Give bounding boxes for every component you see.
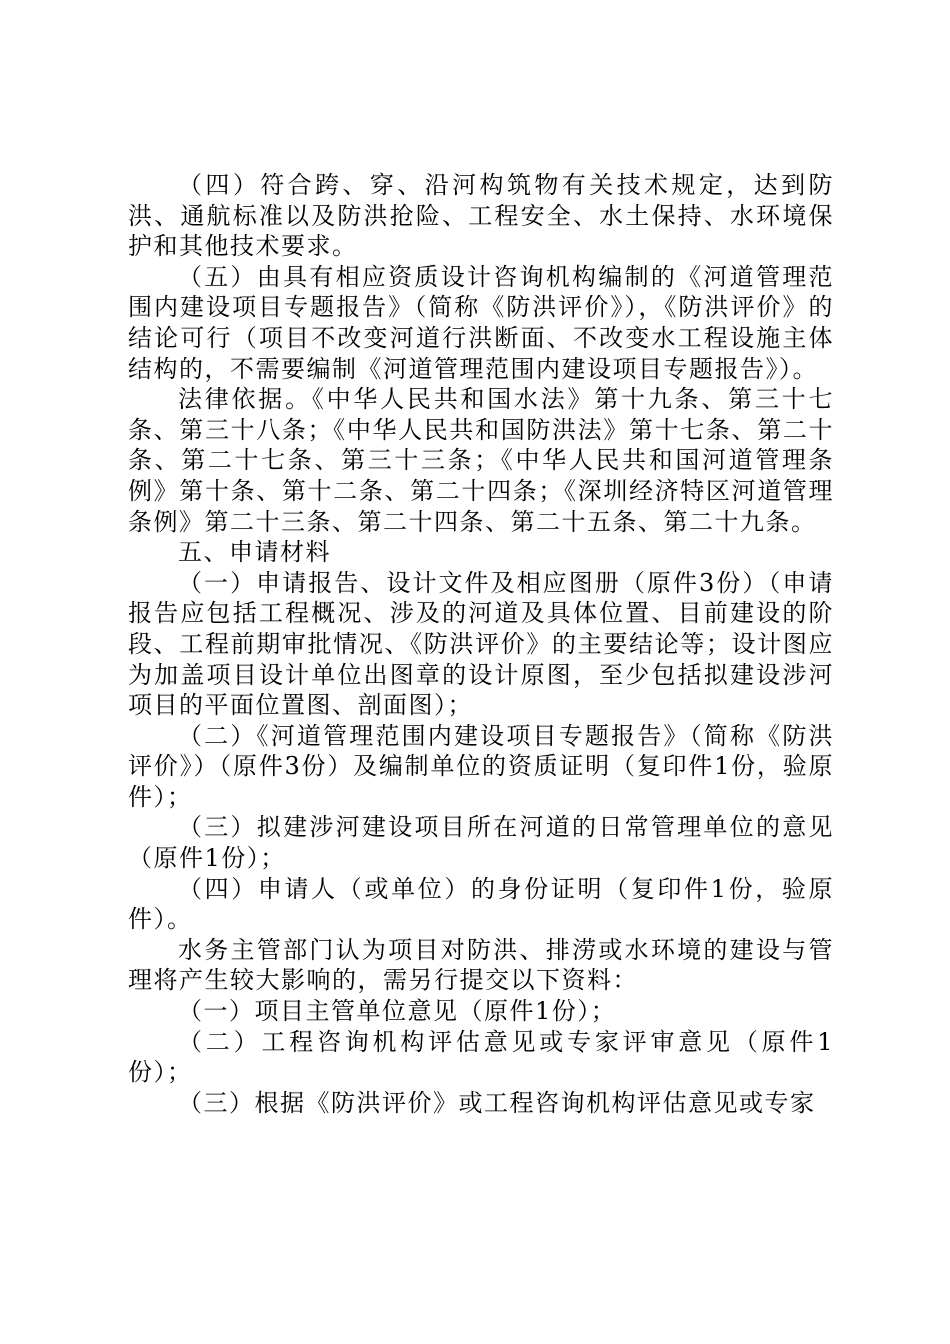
- paragraph-material-2: （二）《河道管理范围内建设项目专题报告》（简称《防洪评价》）（原件3份）及编制单位的资质证明（复印件1份，验原件）；: [128, 721, 834, 811]
- paragraph-legal-basis: 法律依据。《中华人民共和国水法》第十九条、第三十七条、第三十八条；《中华人民共和国防洪法》第十七条、第二十条、第二十七条、第三十三条；《中华人民共和国河道管理条例》第十条、第十二条、第二十四条；《深圳经济特区河道管理条例》第二十三条、第二十四条、第二十五条、第二十九条。: [128, 385, 834, 536]
- paragraph-item-4-compliance: （四）符合跨、穿、沿河构筑物有关技术规定，达到防洪、通航标准以及防洪抢险、工程安全、水土保持、水环境保护和其他技术要求。: [128, 171, 834, 261]
- paragraph-material-3: （三）拟建涉河建设项目所在河道的日常管理单位的意见（原件1份）；: [128, 813, 834, 873]
- paragraph-item-5-flood-report: （五）由具有相应资质设计咨询机构编制的《河道管理范围内建设项目专题报告》（简称《防洪评价》），《防洪评价》的结论可行（项目不改变河道行洪断面、不改变水工程设施主体结构的，不需要编制《河道管理范围内建设项目专题报告》）。: [128, 262, 834, 383]
- paragraph-material-1: （一）申请报告、设计文件及相应图册（原件3份）（申请报告应包括工程概况、涉及的河道及具体位置、目前建设的阶段、工程前期审批情况、《防洪评价》的主要结论等；设计图应为加盖项目设计单位出图章的设计原图，至少包括拟建设涉河项目的平面位置图、剖面图）；: [128, 568, 834, 720]
- paragraph-additional-3: （三）根据《防洪评价》或工程咨询机构评估意见或专家: [178, 1088, 816, 1117]
- section-heading-application-materials: 五、申请材料: [178, 538, 331, 567]
- document-body: [128, 170, 834, 1118]
- paragraph-additional-materials-intro: 水务主管部门认为项目对防洪、排涝或水环境的建设与管理将产生较大影响的，需另行提交以下资料：: [128, 935, 834, 995]
- paragraph-additional-2: （二）工程咨询机构评估意见或专家评审意见（原件1份）；: [128, 1027, 834, 1087]
- paragraph-additional-1: （一）项目主管单位意见（原件1份）；: [178, 997, 617, 1026]
- paragraph-material-4: （四）申请人（或单位）的身份证明（复印件1份，验原件）。: [128, 874, 834, 934]
